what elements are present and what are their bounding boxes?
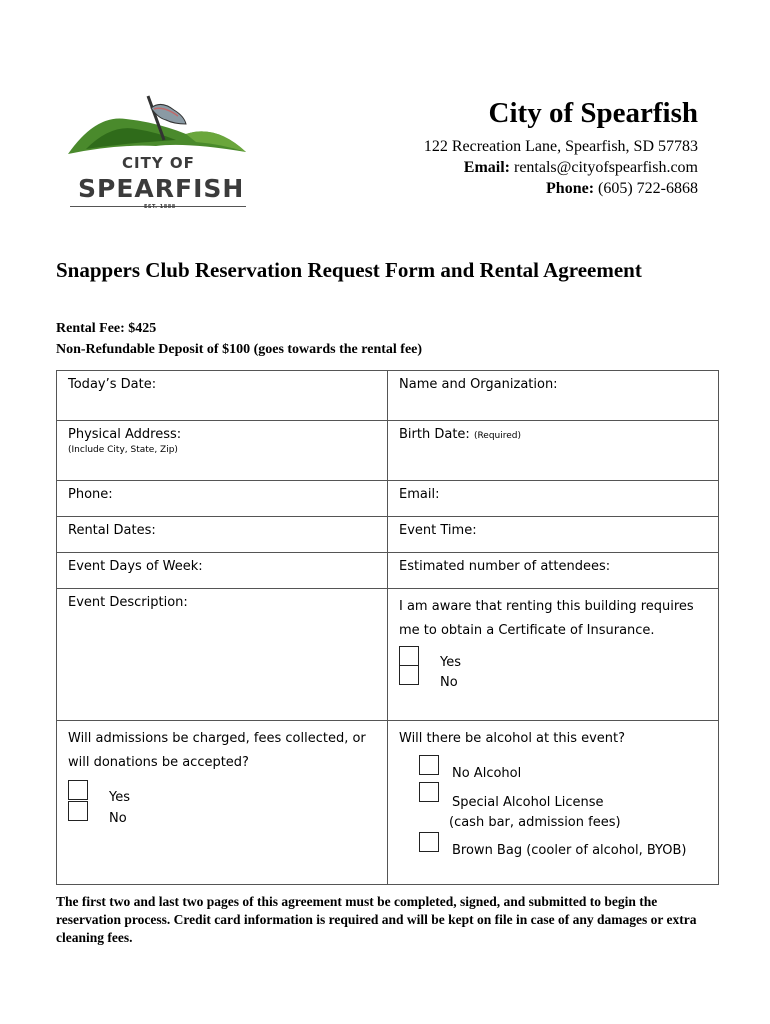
attendees-field[interactable] [388, 553, 719, 589]
insurance-yes-label: Yes [440, 655, 461, 670]
logo-line1: CITY OF [122, 154, 195, 172]
physical-address-label: Physical Address: [68, 427, 182, 442]
birth-date-note: (Required) [473, 431, 522, 441]
insurance-text: I am aware that renting this building requires me to obtain a Certificate of Insurance. [399, 599, 694, 638]
event-description-field[interactable] [57, 589, 388, 721]
alcohol-license-line2: (cash bar, admission fees) [449, 815, 621, 830]
email-line [424, 157, 698, 178]
email-label: Email: [463, 159, 510, 176]
phone-line [424, 178, 698, 199]
fees [56, 318, 422, 360]
admissions-text: Will admissions be charged, fees collected, or will donations be accepted? [68, 731, 366, 770]
physical-address-note: (Include City, State, Zip) [68, 445, 178, 455]
alcohol-cell [388, 721, 719, 885]
brown-bag-checkbox[interactable] [419, 832, 439, 852]
admissions-yes-checkbox[interactable] [68, 780, 88, 800]
brown-bag-label: Brown Bag (cooler of alcohol, BYOB) [452, 843, 687, 858]
name-org-field[interactable] [388, 371, 719, 421]
rental-dates-field[interactable] [57, 517, 388, 553]
admissions-cell [57, 721, 388, 885]
insurance-cell [388, 589, 719, 721]
admissions-yes-label: Yes [109, 790, 130, 805]
rental-fee: Rental Fee: $425 [56, 321, 157, 336]
address: 122 Recreation Lane, Spearfish, SD 57783 [423, 138, 698, 155]
alcohol-license-checkbox[interactable] [419, 782, 439, 802]
insurance-no-checkbox[interactable] [399, 665, 419, 685]
form-title: Snappers Club Reservation Request Form and Rental Agreement [56, 258, 642, 282]
phone-value: (605) 722-6868 [594, 180, 698, 197]
alcohol-license-label [449, 793, 621, 833]
event-days-field[interactable] [57, 553, 388, 589]
event-description-label: Event Description: [68, 595, 188, 610]
city-name: City of Spearfish [488, 97, 698, 129]
physical-address-field[interactable] [57, 421, 388, 481]
rental-dates-label: Rental Dates: [68, 523, 156, 538]
footer-note: The first two and last two pages of this agreement must be completed, signed, and submitted to begin the reservation process. Credit card information is required and will be kept on file in case of any damages or extra cleaning fees. [56, 894, 697, 945]
alcohol-license-line1: Special Alcohol License [452, 795, 604, 810]
event-days-label: Event Days of Week: [68, 559, 203, 574]
todays-date-field[interactable] [57, 371, 388, 421]
alcohol-text: Will there be alcohol at this event? [399, 731, 626, 746]
event-time-label: Event Time: [399, 523, 477, 538]
letterhead [424, 96, 698, 199]
no-alcohol-label: No Alcohol [452, 766, 522, 781]
insurance-no-label: No [440, 675, 458, 690]
event-time-field[interactable] [388, 517, 719, 553]
deposit: Non-Refundable Deposit of $100 (goes towards the rental fee) [56, 342, 423, 357]
insurance-yes-checkbox[interactable] [399, 646, 419, 666]
birth-date-label: Birth Date: [399, 427, 474, 442]
reservation-form-table [56, 370, 719, 885]
no-alcohol-checkbox[interactable] [419, 755, 439, 775]
phone-label: Phone: [546, 180, 595, 197]
logo-est: EST. 1888 [144, 204, 176, 210]
logo-line2: SPEARFISH [78, 174, 245, 203]
admissions-no-checkbox[interactable] [68, 801, 88, 821]
phone-label: Phone: [68, 487, 113, 502]
attendees-label: Estimated number of attendees: [399, 559, 611, 574]
todays-date-label: Today’s Date: [68, 377, 157, 392]
admissions-no-label: No [109, 811, 127, 826]
email-label: Email: [399, 487, 440, 502]
email-value: rentals@cityofspearfish.com [509, 159, 698, 176]
name-org-label: Name and Organization: [399, 377, 558, 392]
phone-field[interactable] [57, 481, 388, 517]
email-field[interactable] [388, 481, 719, 517]
city-logo [66, 94, 250, 212]
birth-date-field[interactable] [388, 421, 719, 481]
